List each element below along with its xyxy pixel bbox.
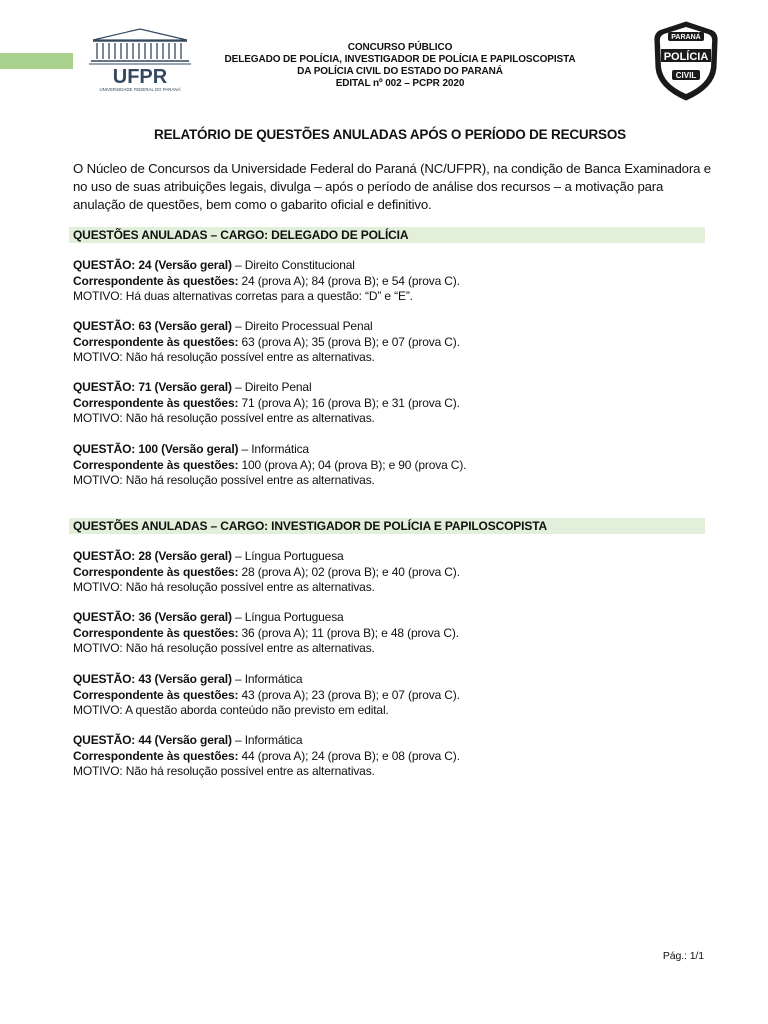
correspondence-value: 28 (prova A); 02 (prova B); e 40 (prova C).: [238, 564, 460, 579]
motivo-text: MOTIVO: Não há resolução possível entre as alternativas.: [73, 411, 375, 425]
badge-state-text: PARANÁ: [671, 34, 701, 41]
correspondence-label: Correspondente às questões:: [73, 334, 239, 349]
question-label: QUESTÃO: 71 (Versão geral): [73, 380, 232, 394]
motivo-text: MOTIVO: A questão aborda conteúdo não previsto em edital.: [73, 703, 389, 717]
question-item: [73, 380, 693, 427]
policia-civil-badge: [652, 20, 720, 102]
question-label: QUESTÃO: 28 (Versão geral): [73, 549, 232, 563]
correspondence-value: 36 (prova A); 11 (prova B); e 48 (prova C).: [238, 625, 459, 640]
correspondence-label: Correspondente às questões:: [73, 625, 239, 640]
question-subject: – Língua Portuguesa: [231, 549, 344, 563]
header-line-positions: DELEGADO DE POLÍCIA, INVESTIGADOR DE POLÍCIA E PAPILOSCOPISTA: [224, 54, 576, 65]
header-line-edital: EDITAL nº 002 – PCPR 2020: [335, 78, 465, 89]
badge-title-text: POLÍCIA: [663, 51, 709, 63]
question-item: [73, 549, 693, 596]
question-item: [73, 733, 693, 780]
correspondence-value: 63 (prova A); 35 (prova B); e 07 (prova C).: [238, 334, 460, 349]
question-subject: – Direito Penal: [231, 380, 312, 394]
question-label: QUESTÃO: 44 (Versão geral): [73, 733, 232, 747]
section-heading-delegado: QUESTÕES ANULADAS – CARGO: DELEGADO DE POLÍCIA: [69, 227, 705, 243]
correspondence-label: Correspondente às questões:: [73, 748, 239, 763]
correspondence-label: Correspondente às questões:: [73, 564, 239, 579]
question-item: [73, 258, 693, 305]
correspondence-value: 71 (prova A); 16 (prova B); e 31 (prova C).: [238, 395, 460, 410]
question-subject: – Informática: [231, 733, 303, 747]
question-item: [73, 610, 693, 657]
motivo-text: MOTIVO: Não há resolução possível entre as alternativas.: [73, 580, 375, 594]
correspondence-label: Correspondente às questões:: [73, 687, 239, 702]
report-title: RELATÓRIO DE QUESTÕES ANULADAS APÓS O PERÍODO DE RECURSOS: [154, 127, 626, 142]
correspondence-label: Correspondente às questões:: [73, 273, 239, 288]
question-label: QUESTÃO: 36 (Versão geral): [73, 610, 232, 624]
badge-civil-text: CIVIL: [675, 71, 697, 80]
motivo-text: MOTIVO: Não há resolução possível entre as alternativas.: [73, 350, 375, 364]
header-line-contest: CONCURSO PÚBLICO: [347, 42, 453, 53]
ufpr-logo-text: UFPR: [112, 66, 168, 88]
motivo-text: MOTIVO: Há duas alternativas corretas para a questão: “D” e “E”.: [73, 289, 413, 303]
section-heading-investigador: QUESTÕES ANULADAS – CARGO: INVESTIGADOR DE POLÍCIA E PAPILOSCOPISTA: [69, 518, 705, 534]
question-subject: – Direito Constitucional: [231, 258, 355, 272]
question-label: QUESTÃO: 100 (Versão geral): [73, 442, 239, 456]
page-number: Pág.: 1/1: [662, 950, 704, 962]
correspondence-label: Correspondente às questões:: [73, 395, 239, 410]
question-item: [73, 442, 693, 489]
header-title-block: [200, 42, 600, 90]
motivo-text: MOTIVO: Não há resolução possível entre as alternativas.: [73, 473, 375, 487]
question-label: QUESTÃO: 63 (Versão geral): [73, 319, 232, 333]
ufpr-logo: [87, 26, 193, 94]
motivo-text: MOTIVO: Não há resolução possível entre as alternativas.: [73, 641, 375, 655]
question-subject: – Língua Portuguesa: [231, 610, 344, 624]
header-line-institution: DA POLÍCIA CIVIL DO ESTADO DO PARANÁ: [297, 66, 503, 77]
motivo-text: MOTIVO: Não há resolução possível entre as alternativas.: [73, 764, 375, 778]
correspondence-value: 24 (prova A); 84 (prova B); e 54 (prova C).: [238, 273, 460, 288]
question-subject: – Informática: [231, 672, 303, 686]
ufpr-logo-subtext: UNIVERSIDADE FEDERAL DO PARANÁ: [99, 87, 181, 92]
intro-paragraph: O Núcleo de Concursos da Universidade Federal do Paraná (NC/UFPR), na condição de Banca Examinadora e no uso de suas atribuições legais, divulga – após o período de análise dos recursos – a motivação para anulação de questões, bem como o gabarito oficial e definitivo.: [73, 161, 711, 212]
question-subject: – Informática: [238, 442, 309, 456]
question-item: [73, 672, 693, 719]
question-item: [73, 319, 693, 366]
correspondence-value: 100 (prova A); 04 (prova B); e 90 (prova C).: [238, 457, 467, 472]
question-subject: – Direito Processual Penal: [231, 319, 373, 333]
question-label: QUESTÃO: 24 (Versão geral): [73, 258, 232, 272]
correspondence-label: Correspondente às questões:: [73, 457, 239, 472]
header-accent-band: [0, 53, 73, 69]
correspondence-value: 43 (prova A); 23 (prova B); e 07 (prova C).: [238, 687, 460, 702]
question-label: QUESTÃO: 43 (Versão geral): [73, 672, 232, 686]
correspondence-value: 44 (prova A); 24 (prova B); e 08 (prova C).: [238, 748, 460, 763]
